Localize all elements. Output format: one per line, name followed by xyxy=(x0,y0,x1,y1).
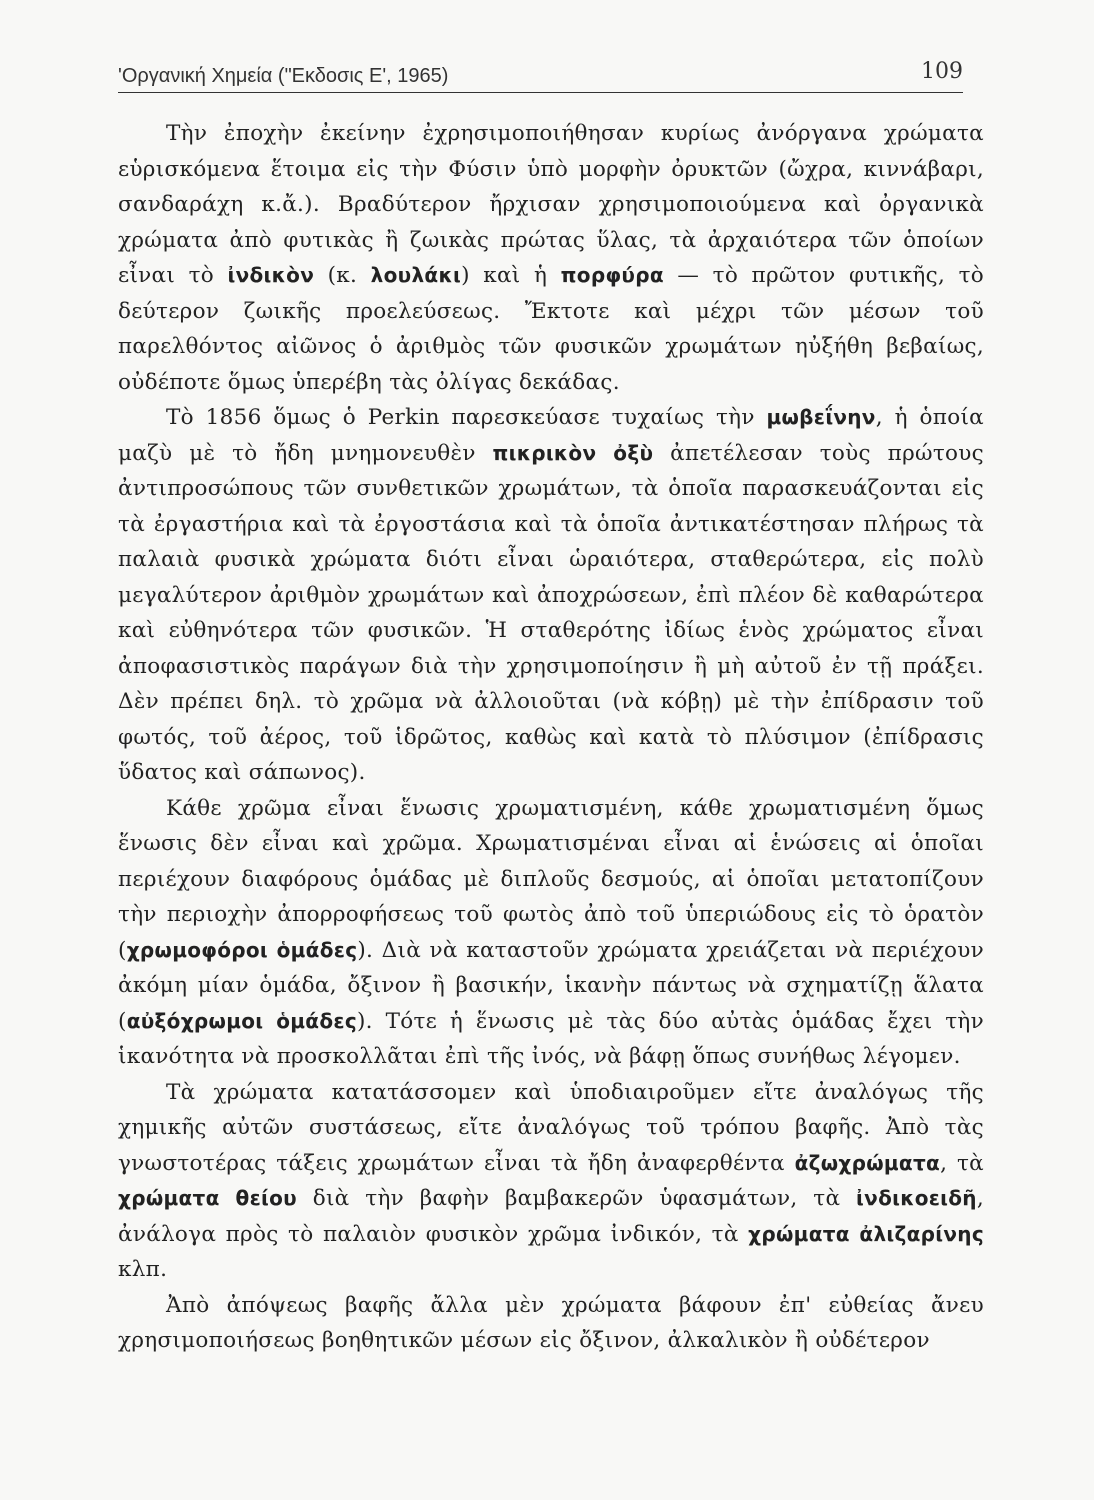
text-run: κλπ. xyxy=(118,1257,168,1282)
paragraph-dyes-history xyxy=(118,116,984,400)
text-run: ). Διὰ νὰ καταστοῦν χρώματα χρειάζεται νὰ περιέχουν ἀκόμη μίαν ὁμάδα, ὄξινον ἢ βασικήν, ἱκανὴν πάντως νὰ σχηματίζῃ ἅλατα ( xyxy=(118,937,985,1034)
text-run: ἀπετέλεσαν τοὺς πρώτους ἀντιπροσώπους τῶν συνθετικῶν χρωμάτων, τὰ ὁποῖα παρασκευάζονται εἰς τὰ ἐργαστήρια καὶ τὰ ἐργοστάσια καὶ τὰ ὁποῖα ἀντικατέστησαν πλήρως τὰ παλαιὰ φυσικὰ χρώματα διότι εἶναι ὡραιότερα, σταθερώτερα, εἰς πολὺ μεγαλύτερον ἀριθμὸν χρωμάτων καὶ ἀποχρώσεων, ἐπὶ πλέον δὲ καθαρώτερα καὶ εὐθηνότερα τῶν φυσικῶν. Ἡ σταθερότης ἰδίως ἑνὸς χρώματος εἶναι ἀποφασιστικὸς παράγων διὰ τὴν χρησιμοποίησιν ἢ μὴ αὐτοῦ ἐν τῇ πράξει. Δὲν πρέπει δηλ. τὸ χρῶμα νὰ ἀλλοιοῦται (νὰ κόβῃ) μὲ τὴν ἐπίδρασιν τοῦ φωτός, τοῦ ἀέρος, τοῦ ἱδρῶτος, καθὼς καὶ κατὰ τὸ πλύσιμον (ἐπίδρασις ὕδατος καὶ σάπωνος). xyxy=(118,440,984,785)
text-run: ). Τότε ἡ ἕνωσις μὲ τὰς δύο αὐτὰς ὁμάδας ἔχει τὴν ἱκανότητα νὰ προσκολλᾶται ἐπὶ τῆς ἰνός, νὰ βάφῃ ὅπως συνήθως λέγομεν. xyxy=(118,1008,984,1069)
bold-term: αὐξόχρωμοι ὁμάδες xyxy=(126,1008,357,1033)
paragraph-chromophores xyxy=(118,791,984,1075)
text-run: διὰ τὴν βαφὴν βαμβακερῶν ὑφασμάτων, τὰ xyxy=(296,1186,857,1211)
text-run: Τὴν ἐποχὴν ἐκείνην ἐχρησιμοποιήθησαν κυρίως ἀνόργανα χρώματα εὑρισκόμενα ἕτοιμα εἰς τὴν Φύσιν ὑπὸ μορφὴν ὀρυκτῶν (ὤχρα, κιννάβαρι, σανδαράχη κ.ἄ.). Βραδύτερον ἤρχισαν χρησιμοποιούμενα καὶ ὀργανικὰ χρώματα ἀπὸ φυτικὰς ἢ ζωικὰς πρώτας ὕλας, τὰ ἀρχαιότερα τῶν ὁποίων εἶναι τὸ xyxy=(118,121,984,288)
text-run: — τὸ πρῶτον φυτικῆς, τὸ δεύτερον ζωικῆς προελεύσεως. Ἔκτοτε καὶ μέχρι τῶν μέσων τοῦ παρελθόντος αἰῶνος ὁ ἀριθμὸς τῶν φυσικῶν χρωμάτων ηὐξήθη βεβαίως, οὐδέποτε ὅμως ὑπερέβη τὰς ὀλίγας δεκάδας. xyxy=(118,263,985,395)
paragraph-synthetic-dyes xyxy=(118,400,984,791)
bold-term: ἰνδικοειδῆ xyxy=(856,1186,977,1210)
text-run: , ἡ ὁποία μαζὺ μὲ τὸ ἤδη μνημονευθὲν xyxy=(118,405,984,466)
bold-term: ἰνδικὸν xyxy=(227,263,315,287)
text-run: (κ. xyxy=(314,263,371,288)
bold-term: πορφύρα xyxy=(560,263,664,287)
bold-term: λουλάκι xyxy=(370,263,462,287)
text-run: , τὰ xyxy=(940,1150,984,1176)
header-title: 'Οργανική Χημεία ("Εκδοσις Ε', 1965) xyxy=(118,65,449,87)
running-header xyxy=(118,58,963,93)
paragraph-dyeing-methods xyxy=(118,1288,984,1359)
paragraph-dye-classes xyxy=(118,1075,984,1288)
text-run: ) καὶ ἡ xyxy=(461,263,561,288)
text-run: Τὰ χρώματα κατατάσσομεν καὶ ὑποδιαιροῦμεν εἴτε ἀναλόγως τῆς χημικῆς αὐτῶν συστάσεως, εἴτε ἀναλόγως τοῦ τρόπου βαφῆς. Ἀπὸ τὰς γνωστοτέρας τάξεις χρωμάτων εἶναι τὰ ἤδη ἀναφερθέντα xyxy=(118,1079,984,1176)
bold-term: πικρικὸν ὀξὺ xyxy=(492,440,654,465)
bold-term: ἀζωχρώματα xyxy=(794,1150,941,1175)
bold-term: χρωμοφόροι ὁμάδες xyxy=(126,937,358,962)
text-run: Τὸ 1856 ὅμως ὁ Perkin παρεσκεύασε τυχαίως τὴν xyxy=(166,405,767,430)
text-run: , ἀνάλογα πρὸς τὸ παλαιὸν φυσικὸν χρῶμα ἰνδικόν, τὰ xyxy=(118,1186,984,1247)
text-run: Ἀπὸ ἀπόψεως βαφῆς ἄλλα μὲν χρώματα βάφουν ἐπ' εὐθείας ἄνευ χρησιμοποιήσεως βοηθητικῶν μέσων εἰς ὄξινον, ἀλκαλικὸν ἢ οὐδέτερον xyxy=(118,1292,984,1353)
bold-term: χρώματα θείου xyxy=(118,1186,297,1210)
bold-term: μωβεΐνην xyxy=(766,405,876,429)
text-run: Κάθε χρῶμα εἶναι ἕνωσις χρωματισμένη, κάθε χρωματισμένη ὅμως ἕνωσις δὲν εἶναι καὶ χρῶμα. Χρωματισμέναι εἶναι αἱ ἑνώσεις αἱ ὁποῖαι περιέχουν διαφόρους ὁμάδας μὲ διπλοῦς δεσμούς, αἱ ὁποῖαι μετατοπίζουν τὴν περιοχὴν ἀπορροφήσεως τοῦ φωτὸς ἀπὸ τοῦ ὑπεριώδους εἰς τὸ ὁρατὸν ( xyxy=(118,795,984,963)
bold-term: χρώματα ἀλιζαρίνης xyxy=(748,1221,985,1246)
body-text xyxy=(118,116,984,1359)
page-number: 109 xyxy=(921,59,963,84)
